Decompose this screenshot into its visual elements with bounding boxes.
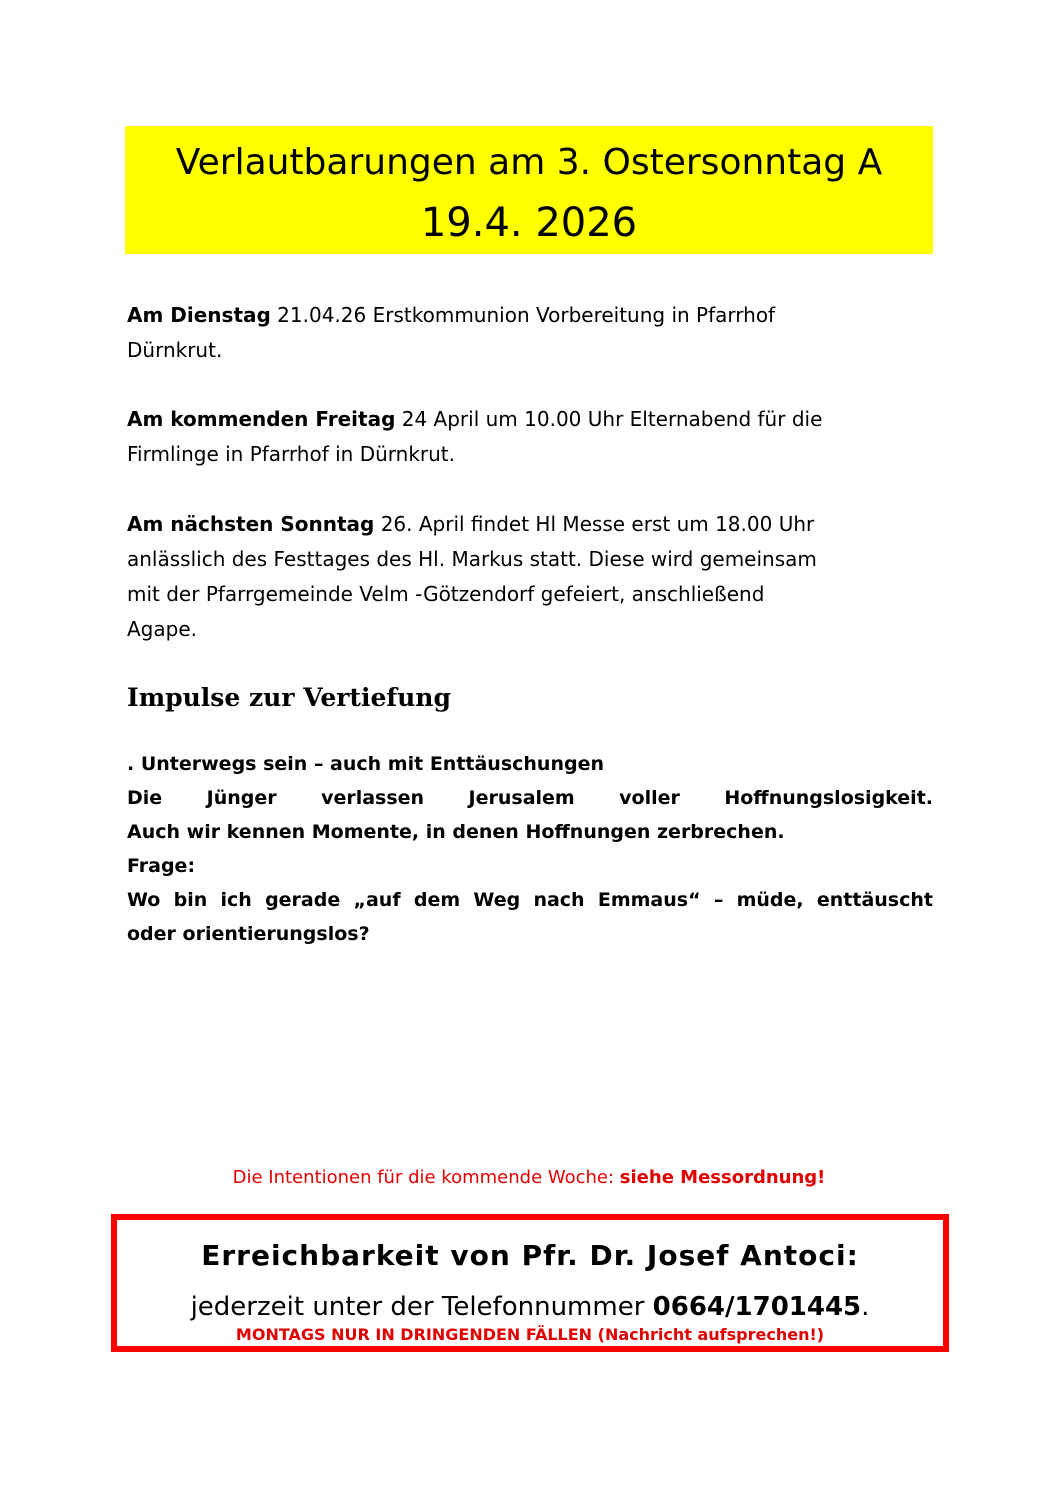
announcement-lead: Am nächsten Sonntag — [127, 512, 375, 536]
announcement-text: mit der Pfarrgemeinde Velm -Götzendorf gefeiert, anschließend — [127, 582, 765, 606]
page-date: 19.4. 2026 — [420, 200, 638, 246]
announcement-text: 26. April findet Hl Messe erst um 18.00 Uhr — [374, 512, 815, 536]
title-banner — [125, 126, 933, 254]
announcement-text: anlässlich des Festtages des Hl. Markus statt. Diese wird gemeinsam — [127, 547, 817, 571]
announcement-text: 21.04.26 Erstkommunion Vorbereitung in Pfarrhof — [270, 303, 776, 327]
announcement-text: Firmlinge in Pfarrhof in Dürnkrut. — [127, 442, 455, 466]
contact-notice: MONTAGS NUR IN DRINGENDEN FÄLLEN (Nachricht aufsprechen!) — [235, 1325, 825, 1344]
impulse-heading: Impulse zur Vertiefung — [127, 683, 451, 712]
announcement-text: Agape. — [127, 617, 197, 641]
impulse-line: . Unterwegs sein – auch mit Enttäuschungen — [127, 753, 604, 775]
announcement-sunday — [127, 507, 917, 647]
contact-phone-suffix: . — [861, 1292, 870, 1322]
impulse-line: Auch wir kennen Momente, in denen Hoffnungen zerbrechen. — [127, 821, 785, 843]
intentions-emphasis: siehe Messordnung! — [619, 1167, 826, 1188]
contact-phone-line — [117, 1289, 943, 1325]
impulse-line: Frage: — [127, 855, 196, 877]
impulse-line: Wo bin ich gerade „auf dem Weg nach Emmaus“ – müde, enttäuscht — [127, 889, 933, 911]
announcement-friday — [127, 402, 917, 472]
contact-heading: Erreichbarkeit von Pfr. Dr. Josef Antoci: — [201, 1239, 859, 1272]
announcement-text: 24 April um 10.00 Uhr Elternabend für die — [395, 407, 823, 431]
impulse-line: oder orientierungslos? — [127, 923, 370, 945]
page-title: Verlautbarungen am 3. Ostersonntag A — [175, 142, 883, 183]
intentions-text: Die Intentionen für die kommende Woche: — [232, 1167, 620, 1188]
impulse-line: Die Jünger verlassen Jerusalem voller Hoffnungslosigkeit. — [127, 787, 933, 809]
contact-box — [111, 1214, 949, 1352]
impulse-block — [127, 747, 933, 951]
contact-phone-prefix: jederzeit unter der Telefonnummer — [190, 1292, 653, 1322]
announcement-lead: Am Dienstag — [127, 303, 271, 327]
intentions-note — [0, 1163, 1058, 1193]
announcement-lead: Am kommenden Freitag — [127, 407, 396, 431]
announcement-tuesday — [127, 298, 917, 368]
announcement-text: Dürnkrut. — [127, 338, 223, 362]
contact-phone-number: 0664/1701445 — [652, 1292, 862, 1322]
